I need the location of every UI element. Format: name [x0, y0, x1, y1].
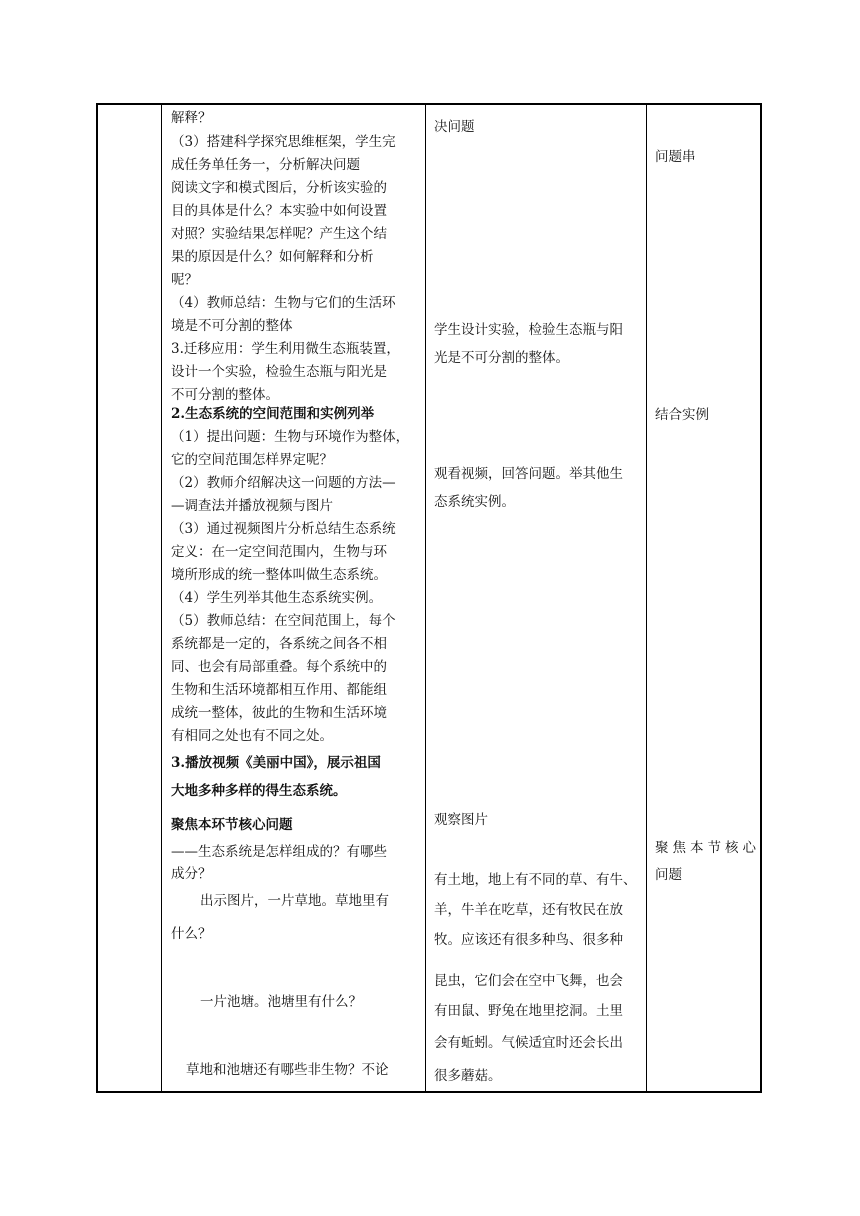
text-line: 昆虫，它们会在空中飞舞，也会 — [434, 973, 623, 989]
text-line: 定义：在一定空间范围内，生物与环 — [171, 544, 387, 560]
text-line: （4）学生列举其他生态系统实例。 — [171, 590, 383, 606]
text-line: 境所形成的统一整体叫做生态系统。 — [171, 567, 387, 583]
text-line: ——生态系统是怎样组成的？有哪些 — [171, 844, 387, 860]
column-divider — [646, 103, 647, 1093]
text-line: 决问题 — [434, 119, 475, 135]
text-line: 聚焦本节核心 — [655, 840, 760, 856]
text-line: 3.迁移应用：学生利用微生态瓶装置， — [171, 341, 400, 357]
text-line: （2）教师介绍解决这一问题的方法— — [171, 475, 396, 491]
text-line: 态系统实例。 — [434, 494, 515, 510]
text-line: 牧。应该还有很多种鸟、很多种 — [434, 932, 623, 948]
section-heading: 聚焦本环节核心问题 — [171, 817, 293, 833]
text-line: 草地和池塘还有哪些非生物？不论 — [186, 1062, 389, 1078]
text-line: 目的具体是什么？本实验中如何设置 — [171, 203, 387, 219]
text-line: （4）教师总结：生物与它们的生活环 — [171, 295, 396, 311]
text-line: 很多蘑菇。 — [434, 1068, 502, 1084]
text-line: 有土地，地上有不同的草、有牛、 — [434, 872, 637, 888]
text-line: 同、也会有局部重叠。每个系统中的 — [171, 659, 387, 675]
text-line: 问题串 — [655, 149, 696, 165]
section-heading: 3.播放视频《美丽中国》，展示祖国 — [171, 755, 381, 771]
text-line: 结合实例 — [655, 407, 709, 423]
text-line: 观察图片 — [434, 812, 488, 828]
text-line: 果的原因是什么？如何解释和分析 — [171, 249, 374, 265]
text-line: 观看视频，回答问题。举其他生 — [434, 466, 623, 482]
text-line: 不可分割的整体。 — [171, 387, 279, 403]
text-line: （5）教师总结：在空间范围上，每个 — [171, 613, 396, 629]
text-line: 成任务单任务一，分析解决问题 — [171, 157, 360, 173]
text-line: 境是不可分割的整体 — [171, 318, 293, 334]
text-line: 设计一个实验，检验生态瓶与阳光是 — [171, 364, 387, 380]
text-line: 什么？ — [171, 926, 212, 942]
text-line: 解释？ — [171, 110, 212, 126]
text-line: 有田鼠、野兔在地里挖洞。土里 — [434, 1003, 623, 1019]
text-line: 光是不可分割的整体。 — [434, 350, 569, 366]
text-line: 有相同之处也有不同之处。 — [171, 728, 333, 744]
text-line: 成分？ — [171, 866, 212, 882]
text-line: 呢？ — [171, 272, 198, 288]
text-line: 会有蚯蚓。气候适宜时还会长出 — [434, 1035, 623, 1051]
text-line: 一片池塘。池塘里有什么？ — [200, 994, 362, 1010]
text-line: 生物和生活环境都相互作用、都能组 — [171, 682, 387, 698]
text-line: 问题 — [655, 867, 682, 883]
text-line: 系统都是一定的，各系统之间各不相 — [171, 636, 387, 652]
text-line: 对照？实验结果怎样呢？产生这个结 — [171, 226, 387, 242]
text-line: 成统一整体，彼此的生物和生活环境 — [171, 705, 387, 721]
text-line: 出示图片，一片草地。草地里有 — [200, 893, 389, 909]
text-line: 阅读文字和模式图后，分析该实验的 — [171, 180, 387, 196]
text-line: —调查法并播放视频与图片 — [171, 498, 333, 514]
text-line: （3）搭建科学探究思维框架，学生完 — [171, 134, 396, 150]
column-divider — [425, 103, 426, 1093]
text-line: 它的空间范围怎样界定呢？ — [171, 452, 333, 468]
column-divider — [161, 103, 162, 1093]
text-line: 学生设计实验，检验生态瓶与阳 — [434, 322, 623, 338]
section-heading: 大地多种多样的得生态系统。 — [171, 783, 347, 799]
text-line: 羊，牛羊在吃草，还有牧民在放 — [434, 902, 623, 918]
text-line: （1）提出问题：生物与环境作为整体， — [171, 429, 410, 445]
text-line: （3）通过视频图片分析总结生态系统 — [171, 521, 396, 537]
section-heading: 2.生态系统的空间范围和实例列举 — [171, 406, 375, 422]
